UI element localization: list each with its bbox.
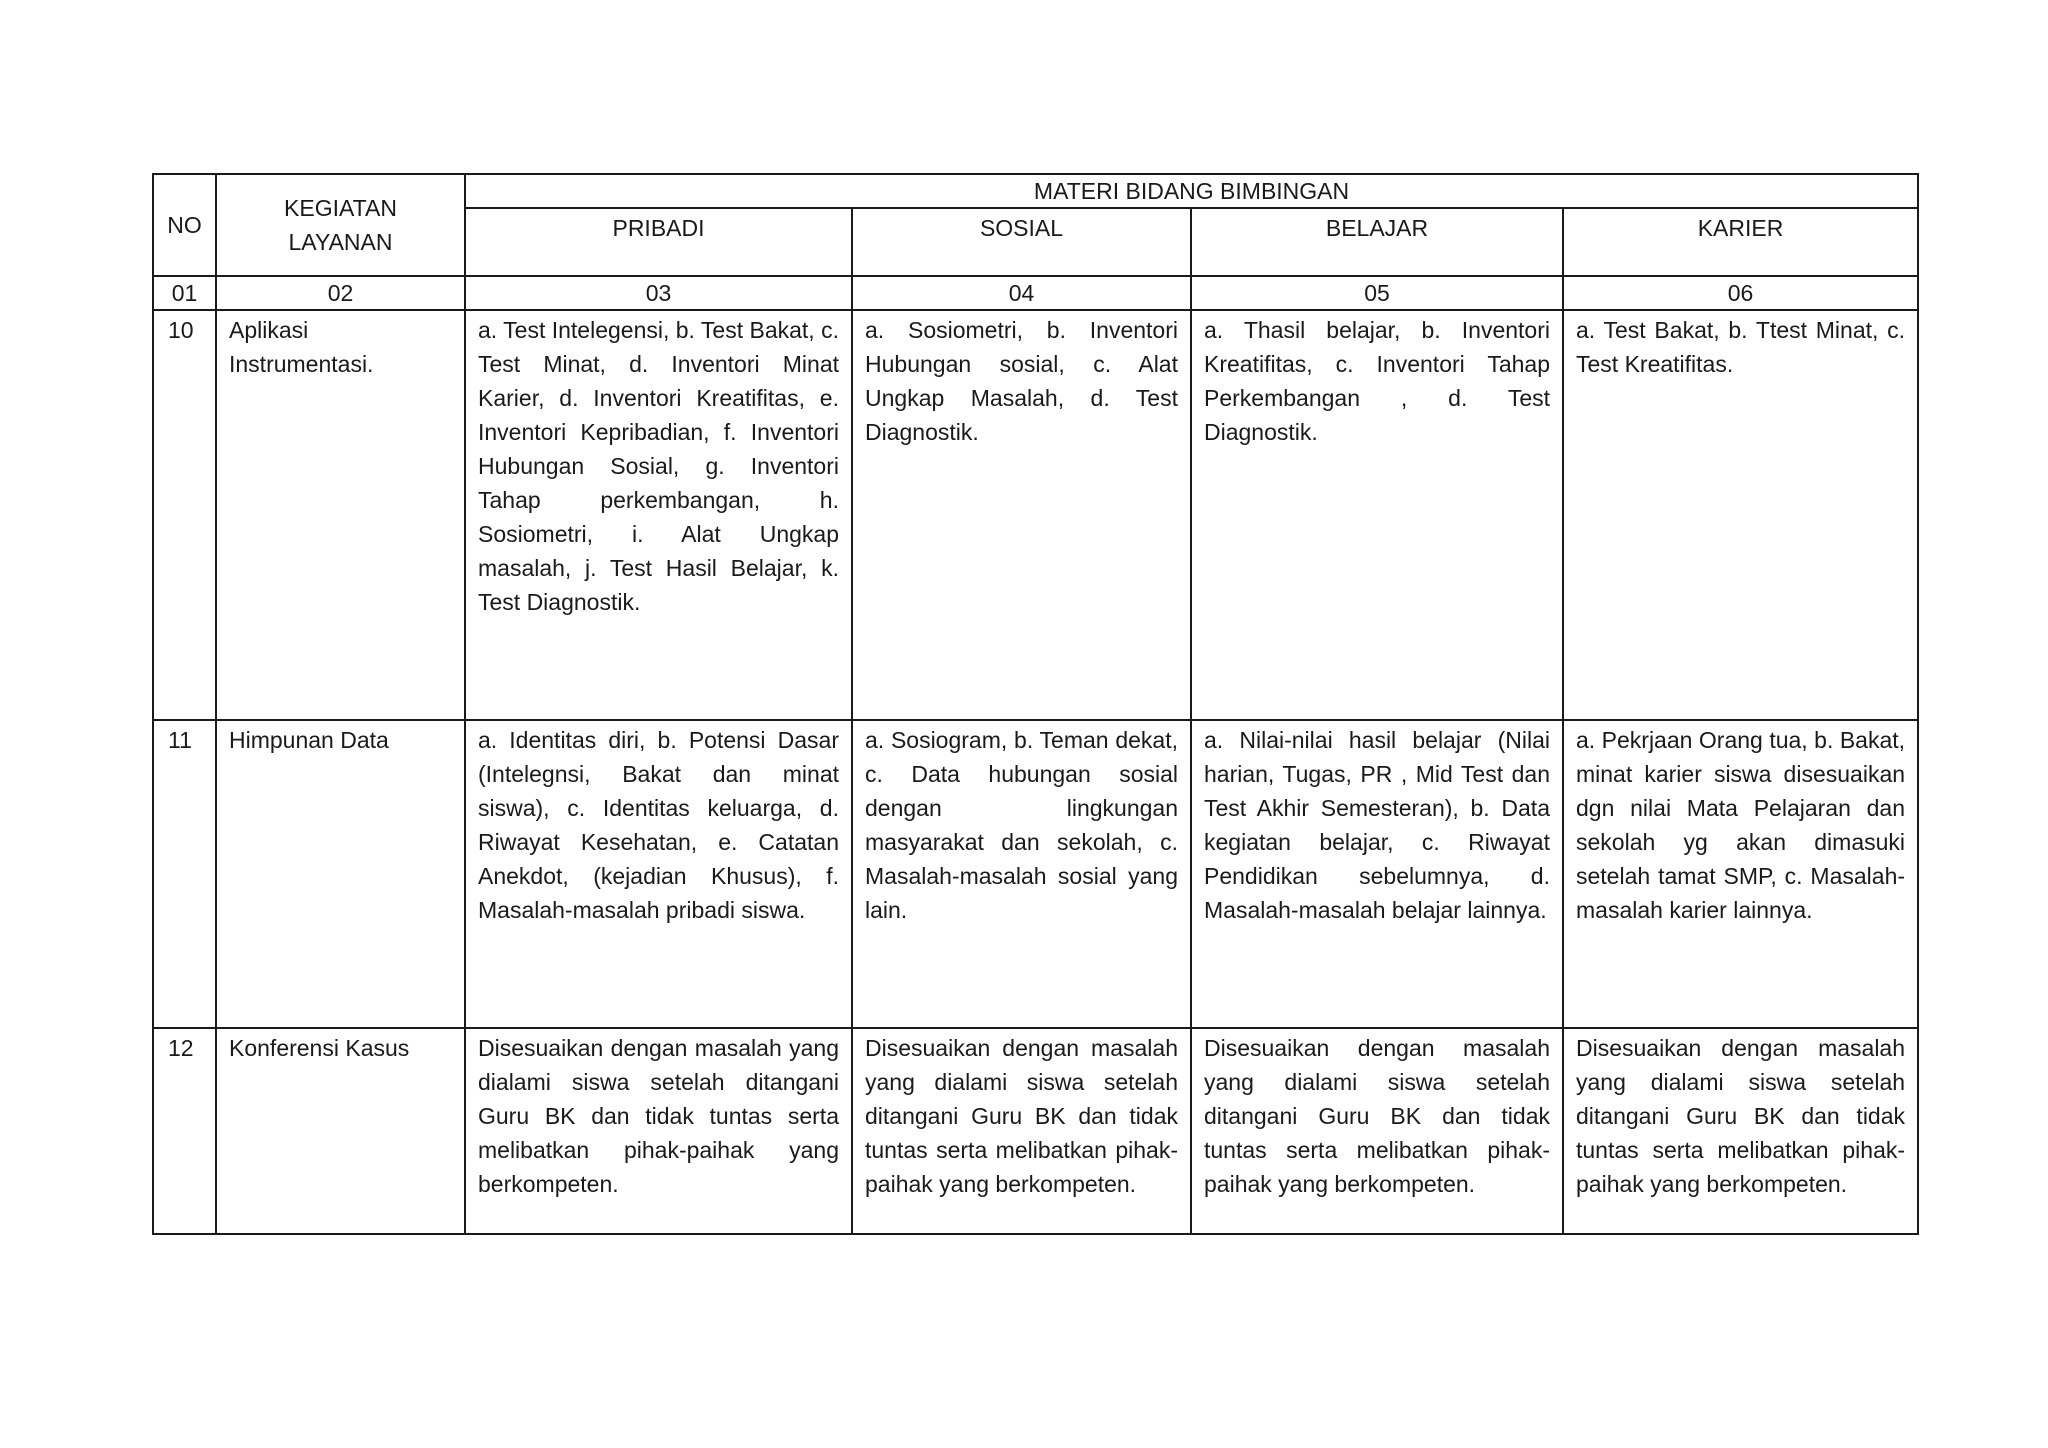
bimbingan-table xyxy=(152,173,1919,1235)
row-sosial: Disesuaikan dengan masalah yang dialami siswa setelah ditangani Guru BK dan tidak tuntas serta melibatkan pihak-paihak yang berkompeten. xyxy=(852,1028,1191,1234)
header-materi xyxy=(465,174,1918,208)
row-sosial: a. Sosiometri, b. Inventori Hubungan sosial, c. Alat Ungkap Masalah, d. Test Diagnostik. xyxy=(852,310,1191,720)
header-karier xyxy=(1563,208,1918,276)
column-number: 02 xyxy=(216,276,465,310)
header-no xyxy=(153,174,216,276)
row-no: 12 xyxy=(153,1028,216,1234)
row-pribadi: Disesuaikan dengan masalah yang dialami siswa setelah ditangani Guru BK dan tidak tuntas serta melibatkan pihak-paihak yang berkompeten. xyxy=(465,1028,852,1234)
column-number: 01 xyxy=(153,276,216,310)
row-kegiatan: Konferensi Kasus xyxy=(216,1028,465,1234)
table-row xyxy=(153,720,1918,1028)
table-row xyxy=(153,1028,1918,1234)
row-sosial: a. Sosiogram, b. Teman dekat, c. Data hubungan sosial dengan lingkungan masyarakat dan sekolah, c. Masalah-masalah sosial yang lain. xyxy=(852,720,1191,1028)
header-pribadi-label: PRIBADI xyxy=(612,215,705,241)
header-materi-label: MATERI BIDANG BIMBINGAN xyxy=(1033,178,1350,204)
row-karier: a. Test Bakat, b. Ttest Minat, c. Test Kreatifitas. xyxy=(1563,310,1918,720)
header-sosial xyxy=(852,208,1191,276)
column-number-row xyxy=(153,276,1918,310)
header-pribadi xyxy=(465,208,852,276)
row-belajar: Disesuaikan dengan masalah yang dialami siswa setelah ditangani Guru BK dan tidak tuntas serta melibatkan pihak-paihak yang berkompeten. xyxy=(1191,1028,1563,1234)
column-number: 03 xyxy=(465,276,852,310)
header-kegiatan-label: KEGIATAN LAYANAN xyxy=(284,195,397,255)
header-no-label: NO xyxy=(167,212,202,238)
row-no: 10 xyxy=(153,310,216,720)
header-karier-label: KARIER xyxy=(1697,215,1784,241)
column-number: 04 xyxy=(852,276,1191,310)
header-row-top xyxy=(153,174,1918,208)
row-belajar: a. Nilai-nilai hasil belajar (Nilai harian, Tugas, PR , Mid Test dan Test Akhir Semesteran), b. Data kegiatan belajar, c. Riwayat Pendidikan sebelumnya, d. Masalah-masalah belajar lainnya. xyxy=(1191,720,1563,1028)
row-kegiatan: Himpunan Data xyxy=(216,720,465,1028)
column-number: 05 xyxy=(1191,276,1563,310)
table-row xyxy=(153,310,1918,720)
row-no: 11 xyxy=(153,720,216,1028)
row-kegiatan: Aplikasi Instrumentasi. xyxy=(216,310,465,720)
row-pribadi: a. Identitas diri, b. Potensi Dasar (Intelegnsi, Bakat dan minat siswa), c. Identitas keluarga, d. Riwayat Kesehatan, e. Catatan Anekdot, (kejadian Khusus), f. Masalah-masalah pribadi siswa. xyxy=(465,720,852,1028)
header-kegiatan xyxy=(216,174,465,276)
row-pribadi: a. Test Intelegensi, b. Test Bakat, c. Test Minat, d. Inventori Minat Karier, d. Inventori Kreatifitas, e. Inventori Kepribadian, f. Inventori Hubungan Sosial, g. Inventori Tahap perkembangan, h. Sosiometri, i. Alat Ungkap masalah, j. Test Hasil Belajar, k. Test Diagnostik. xyxy=(465,310,852,720)
row-karier: a. Pekrjaan Orang tua, b. Bakat, minat karier siswa disesuaikan dgn nilai Mata Pelajaran dan sekolah yg akan dimasuki setelah tamat SMP, c. Masalah-masalah karier lainnya. xyxy=(1563,720,1918,1028)
column-number: 06 xyxy=(1563,276,1918,310)
header-sosial-label: SOSIAL xyxy=(979,215,1064,241)
header-belajar-label: BELAJAR xyxy=(1325,215,1429,241)
row-belajar: a. Thasil belajar, b. Inventori Kreatifitas, c. Inventori Tahap Perkembangan , d. Test Diagnostik. xyxy=(1191,310,1563,720)
row-karier: Disesuaikan dengan masalah yang dialami siswa setelah ditangani Guru BK dan tidak tuntas serta melibatkan pihak-paihak yang berkompeten. xyxy=(1563,1028,1918,1234)
header-belajar xyxy=(1191,208,1563,276)
